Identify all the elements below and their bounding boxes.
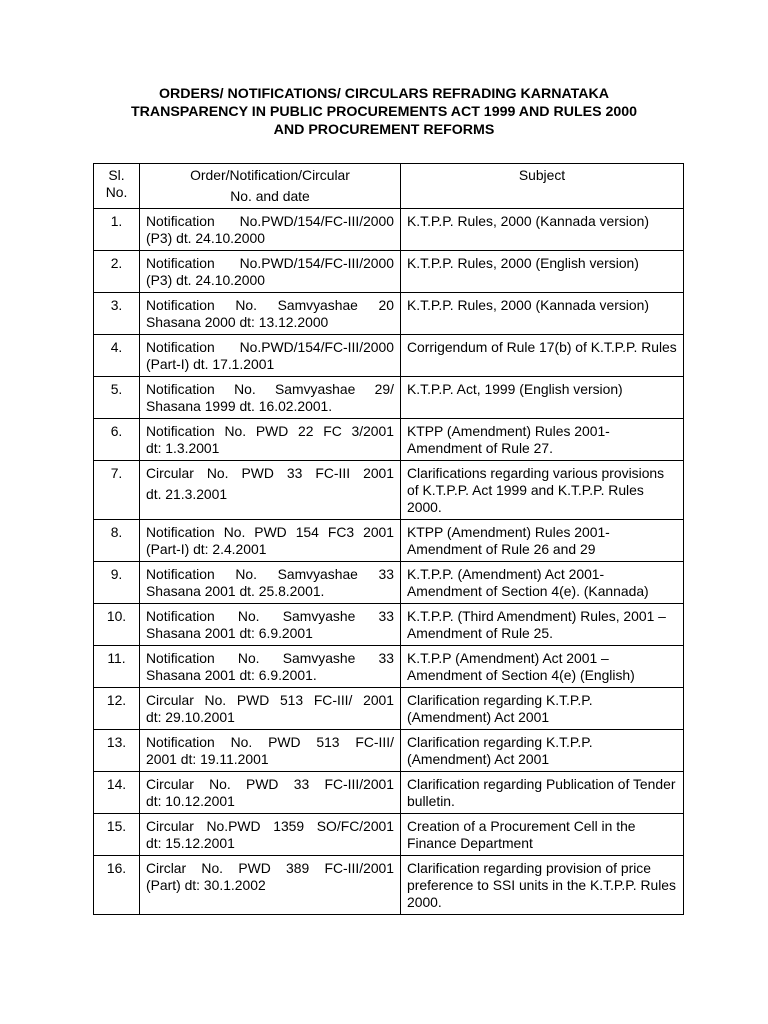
- row-order: [140, 562, 401, 604]
- header-sl-no: [94, 164, 140, 209]
- row-order: [140, 814, 401, 856]
- row-order: [140, 335, 401, 377]
- row-order-line2: Shasana 2000 dt: 13.12.2000: [146, 314, 329, 330]
- row-order: [140, 209, 401, 251]
- row-order: [140, 856, 401, 915]
- row-order-line1: Notification No. Samvyashae 29/: [146, 381, 394, 397]
- row-order-line1: Notification No.PWD/154/FC-III/2000: [146, 339, 394, 355]
- row-subject: Clarification regarding provision of price preference to SSI units in the K.T.P.P. Rules 2000.: [401, 856, 684, 915]
- row-order: [140, 293, 401, 335]
- row-order-line2: (Part) dt: 30.1.2002: [146, 877, 266, 893]
- row-order-line1: Circular No. PWD 33 FC-III/2001: [146, 776, 394, 792]
- row-order-line2: dt. 21.3.2001: [146, 486, 228, 502]
- table-row: [94, 461, 684, 520]
- row-order-line1: Notification No. Samvyashae 20: [146, 297, 394, 313]
- table-row: [94, 419, 684, 461]
- row-order-line1: Notification No.PWD/154/FC-III/2000: [146, 255, 394, 271]
- document-title: [60, 85, 708, 139]
- row-sl-no: 14.: [94, 772, 140, 814]
- title-line-1: ORDERS/ NOTIFICATIONS/ CIRCULARS REFRADING KARNATAKA: [158, 86, 610, 102]
- row-order-line1: Notification No. PWD 154 FC3 2001: [146, 524, 394, 540]
- row-subject: K.T.P.P. Rules, 2000 (Kannada version): [401, 293, 684, 335]
- row-order: [140, 419, 401, 461]
- row-order-line1: Notification No. Samvyashae 33: [146, 566, 394, 582]
- row-order-line2: Shasana 2001 dt. 25.8.2001.: [146, 583, 325, 599]
- table-row: [94, 688, 684, 730]
- header-subject: Subject: [401, 164, 684, 209]
- orders-table: [93, 163, 684, 915]
- row-order: [140, 730, 401, 772]
- row-subject: Clarification regarding K.T.P.P. (Amendment) Act 2001: [401, 688, 684, 730]
- row-subject: KTPP (Amendment) Rules 2001- Amendment of Rule 26 and 29: [401, 520, 684, 562]
- row-subject: Creation of a Procurement Cell in the Finance Department: [401, 814, 684, 856]
- table-row: [94, 646, 684, 688]
- row-subject: K.T.P.P. (Amendment) Act 2001- Amendment of Section 4(e). (Kannada): [401, 562, 684, 604]
- row-order-line2: dt: 15.12.2001: [146, 835, 235, 851]
- row-subject: K.T.P.P. (Third Amendment) Rules, 2001 – Amendment of Rule 25.: [401, 604, 684, 646]
- row-subject: K.T.P.P. Rules, 2000 (English version): [401, 251, 684, 293]
- table-row: [94, 604, 684, 646]
- row-sl-no: 16.: [94, 856, 140, 915]
- row-subject: K.T.P.P. Rules, 2000 (Kannada version): [401, 209, 684, 251]
- row-order-line2: Shasana 1999 dt. 16.02.2001.: [146, 398, 333, 414]
- row-sl-no: 9.: [94, 562, 140, 604]
- row-order: [140, 772, 401, 814]
- row-order-line2: dt: 29.10.2001: [146, 709, 235, 725]
- table-row: [94, 520, 684, 562]
- row-order-line2: Shasana 2001 dt: 6.9.2001: [146, 625, 313, 641]
- row-order: [140, 520, 401, 562]
- row-order-line1: Circular No. PWD 33 FC-III 2001: [146, 465, 394, 481]
- row-sl-no: 5.: [94, 377, 140, 419]
- row-sl-no: 12.: [94, 688, 140, 730]
- row-sl-no: 7.: [94, 461, 140, 520]
- row-sl-no: 6.: [94, 419, 140, 461]
- row-order: [140, 688, 401, 730]
- row-sl-no: 15.: [94, 814, 140, 856]
- table-row: [94, 562, 684, 604]
- row-order-line1: Notification No. PWD 513 FC-III/: [146, 734, 394, 750]
- row-subject: Clarification regarding Publication of Tender bulletin.: [401, 772, 684, 814]
- table-row: [94, 772, 684, 814]
- row-sl-no: 8.: [94, 520, 140, 562]
- row-order: [140, 604, 401, 646]
- title-line-2: TRANSPARENCY IN PUBLIC PROCUREMENTS ACT 1999 AND RULES 2000: [130, 104, 638, 120]
- row-order-line1: Circlar No. PWD 389 FC-III/2001: [146, 860, 394, 876]
- row-order-line1: Notification No.PWD/154/FC-III/2000: [146, 213, 394, 229]
- row-order: [140, 461, 401, 520]
- table-row: [94, 377, 684, 419]
- table-row: [94, 814, 684, 856]
- row-sl-no: 4.: [94, 335, 140, 377]
- row-order-line2: (P3) dt. 24.10.2000: [146, 272, 265, 288]
- table-header-row: [94, 164, 684, 209]
- header-order: [140, 164, 401, 209]
- table-row: [94, 293, 684, 335]
- header-order-line1: Order/Notification/Circular: [190, 167, 350, 183]
- row-subject: Clarifications regarding various provisions of K.T.P.P. Act 1999 and K.T.P.P. Rules 2000.: [401, 461, 684, 520]
- row-subject: K.T.P.P. Act, 1999 (English version): [401, 377, 684, 419]
- row-order-line2: Shasana 2001 dt: 6.9.2001.: [146, 667, 317, 683]
- row-order-line2: (Part-I) dt. 17.1.2001: [146, 356, 275, 372]
- table-row: [94, 730, 684, 772]
- row-order-line1: Notification No. Samvyashe 33: [146, 608, 394, 624]
- header-order-line2: No. and date: [230, 188, 310, 204]
- row-subject: KTPP (Amendment) Rules 2001- Amendment of Rule 27.: [401, 419, 684, 461]
- row-order-line2: (Part-I) dt: 2.4.2001: [146, 541, 267, 557]
- row-order-line1: Circular No. PWD 513 FC-III/ 2001: [146, 692, 394, 708]
- header-sl-line1: Sl.: [108, 167, 125, 183]
- table-row: [94, 209, 684, 251]
- row-sl-no: 10.: [94, 604, 140, 646]
- row-order-line1: Notification No. PWD 22 FC 3/2001: [146, 423, 394, 439]
- row-order-line1: Circular No.PWD 1359 SO/FC/2001: [146, 818, 394, 834]
- row-subject: Clarification regarding K.T.P.P. (Amendment) Act 2001: [401, 730, 684, 772]
- header-sl-line2: No.: [105, 184, 128, 200]
- row-sl-no: 3.: [94, 293, 140, 335]
- row-order-line2: dt: 1.3.2001: [146, 440, 220, 456]
- table-row: [94, 856, 684, 915]
- table-row: [94, 251, 684, 293]
- row-order-line2: 2001 dt: 19.11.2001: [146, 751, 269, 767]
- row-order-line2: dt: 10.12.2001: [146, 793, 235, 809]
- row-order-line1: Notification No. Samvyashe 33: [146, 650, 394, 666]
- row-subject: Corrigendum of Rule 17(b) of K.T.P.P. Rules: [401, 335, 684, 377]
- row-sl-no: 2.: [94, 251, 140, 293]
- row-sl-no: 11.: [94, 646, 140, 688]
- row-sl-no: 1.: [94, 209, 140, 251]
- row-order: [140, 251, 401, 293]
- title-line-3: AND PROCUREMENT REFORMS: [273, 122, 495, 138]
- row-sl-no: 13.: [94, 730, 140, 772]
- row-order: [140, 646, 401, 688]
- row-order: [140, 377, 401, 419]
- row-subject: K.T.P.P (Amendment) Act 2001 – Amendment of Section 4(e) (English): [401, 646, 684, 688]
- row-order-line2: (P3) dt. 24.10.2000: [146, 230, 265, 246]
- table-row: [94, 335, 684, 377]
